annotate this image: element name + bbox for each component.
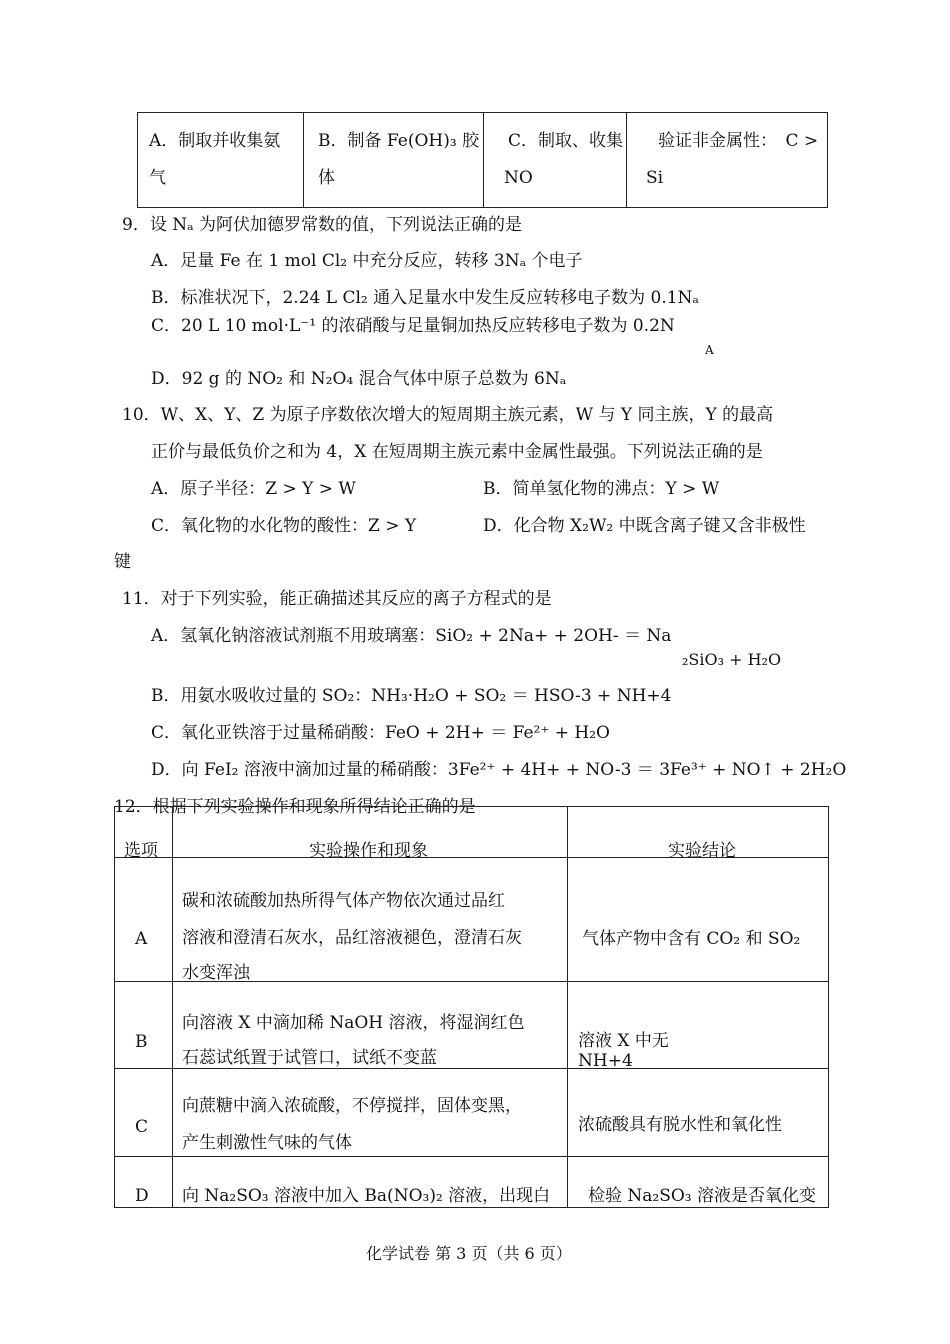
row-a-operation-line3: 水变浑浊	[182, 963, 250, 983]
q12-stem: 12．根据下列实验操作和现象所得结论正确的是	[114, 797, 476, 817]
row-d-conclusion: 检验 Na₂SO₃ 溶液是否氧化变	[588, 1186, 817, 1206]
row-a-operation-line2: 溶液和澄清石灰水，品红溶液褪色，澄清石灰	[182, 928, 522, 948]
q10-option-d-tail: 键	[114, 552, 131, 572]
q11-option-d: D．向 FeI₂ 溶液中滴加过量的稀硝酸：3Fe²⁺ + 4H+ + NO-3 ＝ 3Fe³⁺ + NO↑ + 2H₂O	[151, 760, 847, 780]
row-b-conclusion-line1: 溶液 X 中无	[578, 1031, 669, 1051]
q9-option-c-subscript: A	[705, 343, 714, 357]
option-a-line2: 气	[149, 168, 166, 188]
q11-option-a-tail: ₂SiO₃ + H₂O	[682, 650, 782, 669]
table-col-divider	[567, 806, 568, 1208]
row-b-option: B	[135, 1032, 148, 1052]
row-b-conclusion-line2: NH+4	[578, 1051, 633, 1071]
q10-option-a: A．原子半径：Z > Y > W	[151, 479, 356, 499]
q11-option-c: C．氧化亚铁溶于过量稀硝酸：FeO + 2H+ ＝ Fe²⁺ + H₂O	[151, 723, 610, 743]
row-d-option: D	[135, 1186, 149, 1206]
option-c-line1: C．制取、收集	[508, 131, 624, 151]
options-divider	[303, 112, 304, 208]
row-b-operation-line1: 向溶液 X 中滴加稀 NaOH 溶液，将湿润红色	[182, 1013, 525, 1033]
row-b-operation-line2: 石蕊试纸置于试管口，试纸不变蓝	[182, 1048, 437, 1068]
option-c-line2: NO	[504, 168, 533, 188]
q10-stem-line2: 正价与最低负价之和为 4，X 在短周期主族元素中金属性最强。下列说法正确的是	[151, 442, 763, 462]
options-divider	[483, 112, 484, 208]
table-row-divider	[114, 1207, 829, 1208]
q9-option-c: C．20 L 10 mol·L⁻¹ 的浓硝酸与足量铜加热反应转移电子数为 0.2N	[151, 316, 675, 336]
q11-option-a: A．氢氧化钠溶液试剂瓶不用玻璃塞：SiO₂ + 2Na+ + 2OH- ＝ Na	[151, 626, 672, 646]
row-a-option: A	[135, 929, 148, 949]
options-divider	[626, 112, 627, 208]
header-operation: 实验操作和现象	[309, 841, 428, 861]
q9-option-d: D．92 g 的 NO₂ 和 N₂O₄ 混合气体中原子总数为 6Nₐ	[151, 369, 567, 389]
option-a-line1: A．制取并收集氨	[149, 131, 281, 151]
q11-stem: 11．对于下列实验，能正确描述其反应的离子方程式的是	[122, 589, 552, 609]
option-d-line1: 验证非金属性： C >	[658, 131, 819, 151]
table-row-divider	[114, 1068, 829, 1069]
q9-stem: 9．设 Nₐ 为阿伏加德罗常数的值，下列说法正确的是	[122, 215, 523, 235]
row-c-operation-line1: 向蔗糖中滴入浓硫酸，不停搅拌，固体变黑，	[182, 1096, 522, 1116]
row-c-operation-line2: 产生刺激性气味的气体	[182, 1133, 352, 1153]
q10-option-b: B．简单氢化物的沸点：Y > W	[483, 479, 720, 499]
row-d-operation-line1: 向 Na₂SO₃ 溶液中加入 Ba(NO₃)₂ 溶液，出现白	[182, 1186, 551, 1206]
row-c-option: C	[135, 1117, 149, 1137]
table-row-divider	[114, 1156, 829, 1157]
header-option: 选项	[124, 841, 158, 861]
option-b-line2: 体	[318, 168, 335, 188]
page-footer: 化学试卷 第 3 页（共 6 页）	[366, 1244, 572, 1263]
option-b-line1: B．制备 Fe(OH)₃ 胶	[318, 131, 480, 151]
row-c-conclusion: 浓硫酸具有脱水性和氧化性	[578, 1115, 782, 1135]
option-d-line2: Si	[646, 168, 664, 188]
q10-stem-line1: 10．W、X、Y、Z 为原子序数依次增大的短周期主族元素，W 与 Y 同主族，Y 的最高	[122, 405, 774, 425]
q10-option-d: D．化合物 X₂W₂ 中既含离子键又含非极性	[483, 516, 806, 536]
header-conclusion: 实验结论	[668, 841, 736, 861]
row-a-conclusion: 气体产物中含有 CO₂ 和 SO₂	[582, 929, 801, 949]
q9-option-b: B．标准状况下，2.24 L Cl₂ 通入足量水中发生反应转移电子数为 0.1Nₐ	[151, 288, 699, 308]
row-a-operation-line1: 碳和浓硫酸加热所得气体产物依次通过品红	[182, 891, 505, 911]
q9-option-a: A．足量 Fe 在 1 mol Cl₂ 中充分反应，转移 3Nₐ 个电子	[151, 251, 583, 271]
table-col-divider	[172, 806, 173, 1208]
q11-option-b: B．用氨水吸收过量的 SO₂：NH₃·H₂O + SO₂ ＝ HSO-3 + NH+4	[151, 686, 672, 706]
q10-option-c: C．氧化物的水化物的酸性：Z > Y	[151, 516, 417, 536]
